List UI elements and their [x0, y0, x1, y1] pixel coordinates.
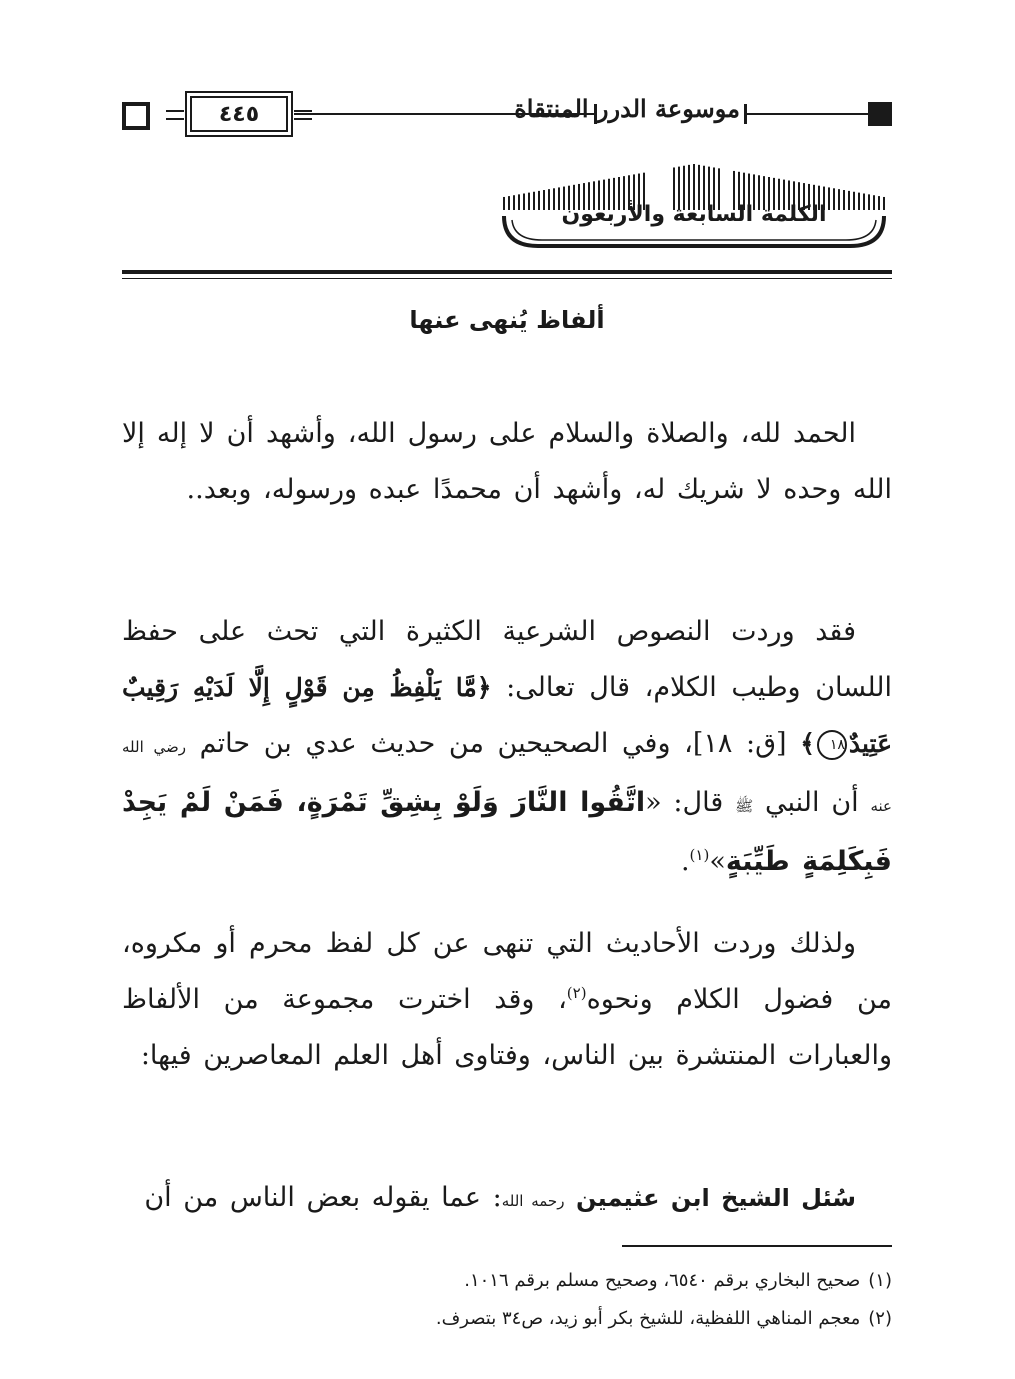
- ayah-number: ١٨: [817, 730, 847, 760]
- quran-close-bracket: ﴾: [800, 729, 815, 758]
- page-number: ٤٤٥: [190, 96, 288, 132]
- header-divider-thin: [122, 278, 892, 279]
- paragraph2-end: .: [680, 846, 690, 877]
- honorific-prophet: ﷺ: [735, 797, 754, 815]
- footnote-item: [122, 1300, 892, 1338]
- quran-reference: [ق: ١٨]: [692, 728, 801, 759]
- paragraph-hadiths: [122, 916, 892, 1084]
- paragraph3-text-a: ولذلك وردت الأحاديث التي تنهى عن كل لفظ محرم أو مكروه، من فضول الكلام ونحوه: [122, 928, 892, 1015]
- paragraph-question: [122, 1170, 892, 1229]
- paragraph2-intro: فقد وردت النصوص الشرعية الكثيرة التي تحث على حفظ اللسان وطيب الكلام، قال تعالى:: [122, 616, 893, 703]
- footnotes: [122, 1262, 892, 1338]
- paragraph-texts: [122, 604, 892, 890]
- footnote-number: (٢): [868, 1308, 892, 1329]
- header-square-right-ornament: [868, 102, 892, 126]
- topic-title: ألفاظ يُنهى عنها: [409, 306, 605, 334]
- footnote-item: [122, 1262, 892, 1300]
- quran-verse: مَّا يَلْفِظُ مِن قَوْلٍ إِلَّا لَدَيْهِ رَقِيبٌ عَتِيدٌ: [122, 673, 893, 758]
- running-header: [122, 92, 892, 136]
- hadith-text: اتَّقُوا النَّارَ وَلَوْ بِشِقِّ تَمْرَةٍ، فَمَنْ لَمْ يَجِدْ فَبِكَلِمَةٍ طَيِّبَةٍ: [122, 787, 892, 877]
- header-square-left-ornament: [122, 102, 150, 130]
- sheikh-name: سُئل الشيخ ابن عثيمين: [576, 1184, 856, 1212]
- opening-text: الحمد لله، والصلاة والسلام على رسول الله، وأشهد أن لا إله إلا الله وحده لا شريك له، وأشهد أن محمدًا عبده ورسوله، وبعد..: [122, 418, 892, 505]
- footnote-divider: [622, 1245, 892, 1247]
- header-divider-thick: [122, 270, 892, 274]
- footnote-ref-2: (٢): [566, 984, 587, 1002]
- footnote-text: معجم المناهي اللفظية، للشيخ بكر أبو زيد، ص٣٤ بتصرف.: [435, 1308, 861, 1329]
- paragraph3-text-b: ، وقد اخترت مجموعة من الألفاظ والعبارات المنتشرة بين الناس، وفتاوى أهل العلم المعاصرين فيها:: [122, 984, 892, 1071]
- chapter-banner: [498, 158, 890, 250]
- paragraph2-middle: ، وفي الصحيحين من حديث عدي بن حاتم: [186, 728, 693, 759]
- footnote-ref-1: (١): [689, 846, 710, 864]
- header-rule-right: [744, 113, 882, 115]
- honorific-companion: رضي الله عنه: [122, 738, 893, 815]
- paragraph2-middle2: أن النبي: [753, 787, 871, 818]
- chapter-title: الكلمة السابعة والأربعون: [561, 202, 827, 227]
- quran-open-bracket: ﴿: [476, 673, 492, 702]
- honorific-sheikh: رحمه الله: [501, 1192, 565, 1210]
- footnote-text: صحيح البخاري برقم ٦٥٤٠، وصحيح مسلم برقم ١٠١٦.: [464, 1270, 861, 1291]
- series-title: موسوعة الدرر المنتقاة: [514, 94, 740, 123]
- hadith-close-quote: »: [709, 846, 726, 877]
- paragraph2-middle3: قال: «: [645, 787, 736, 818]
- footnote-number: (١): [868, 1270, 892, 1291]
- paragraph4-text: : عما يقوله بعض الناس من أن: [144, 1182, 502, 1213]
- paragraph-opening: [122, 406, 892, 518]
